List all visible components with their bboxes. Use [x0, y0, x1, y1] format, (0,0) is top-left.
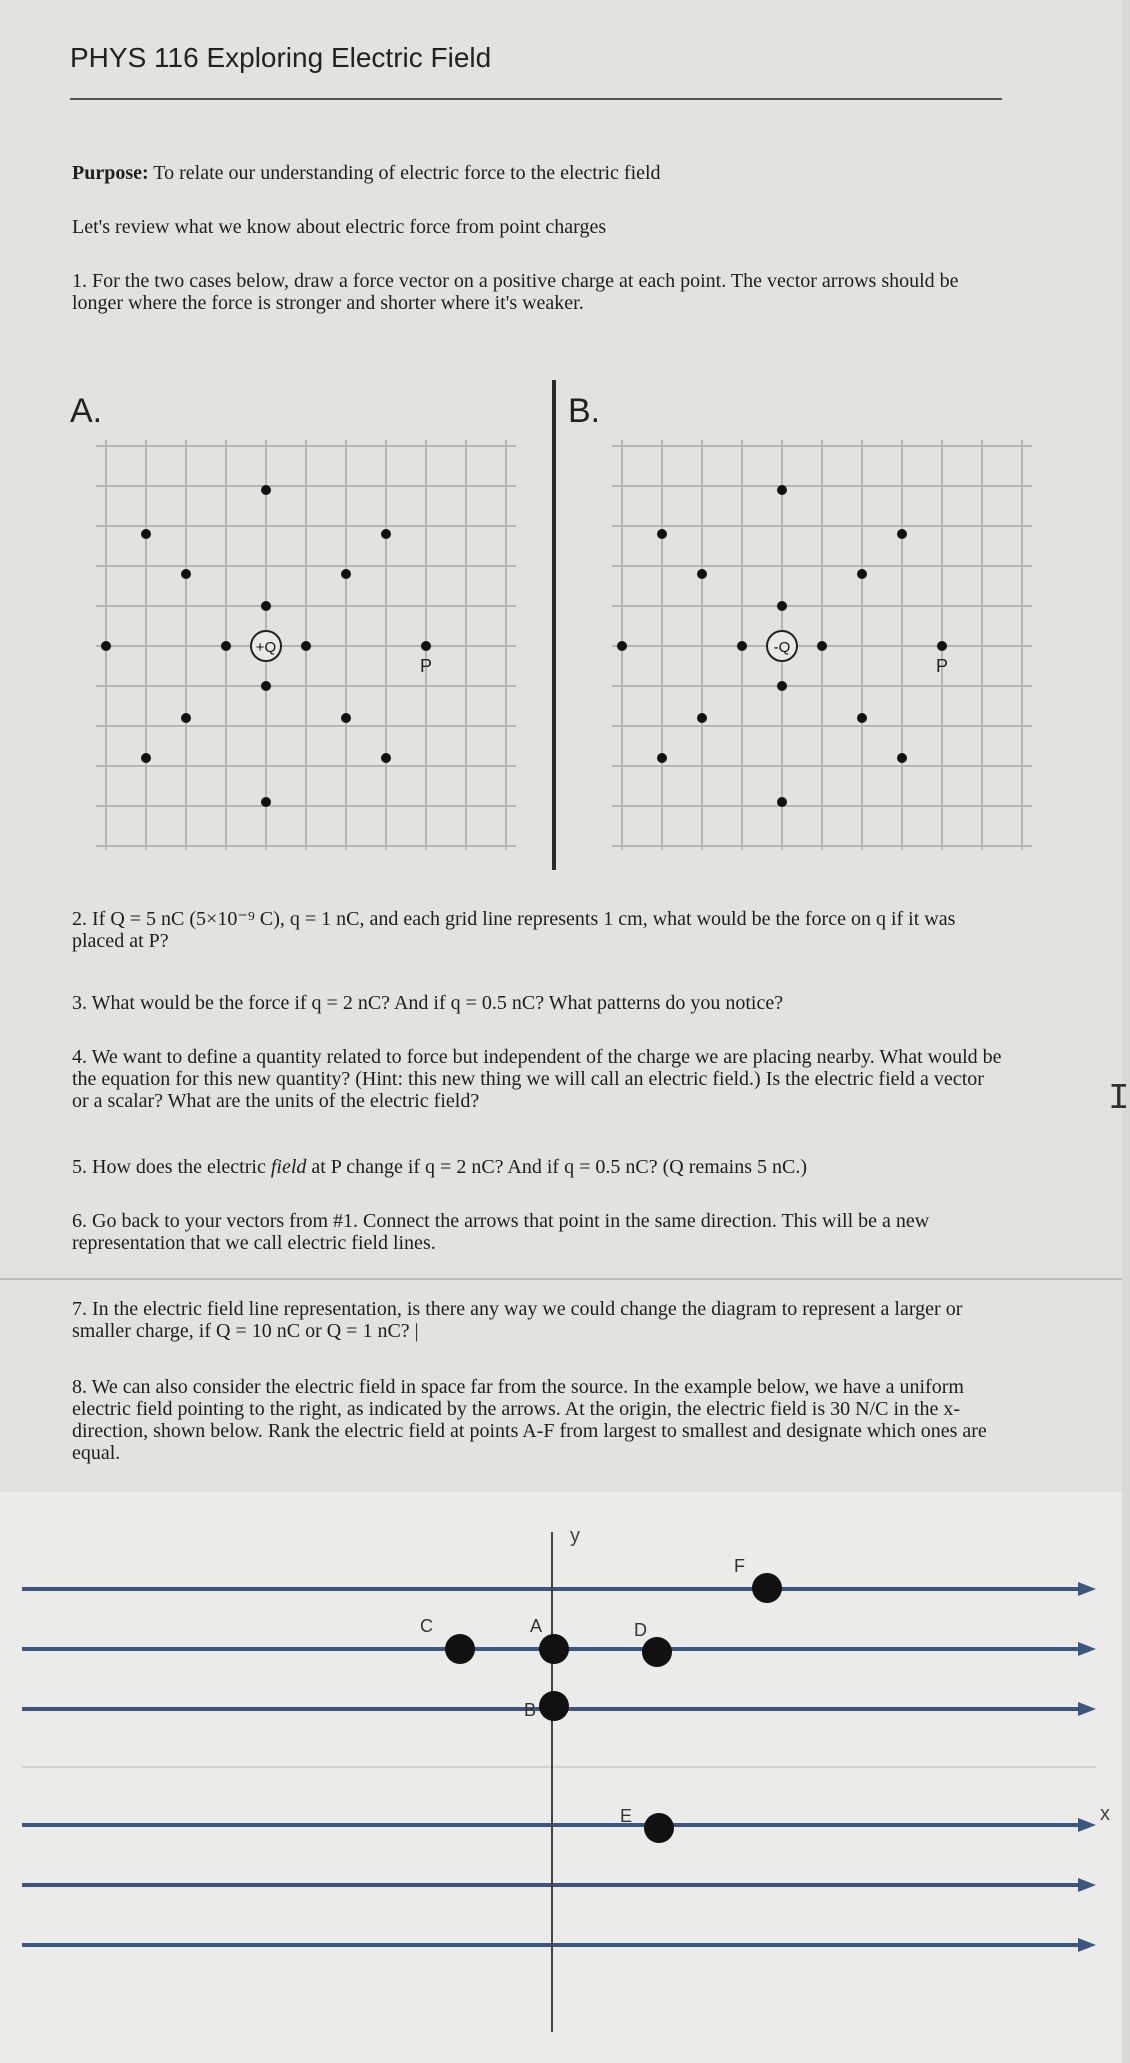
field-arrowhead: [1078, 1938, 1096, 1952]
x-axis-label: x: [1100, 1803, 1110, 1825]
question-2: 2. If Q = 5 nC (5×10⁻⁹ C), q = 1 nC, and each grid line represents 1 cm, what would be the force on q if it was placed at P?: [72, 908, 956, 952]
question-1: 1. For the two cases below, draw a force vector on a positive charge at each point. The vector arrows should be longer where the force is stronger and shorter where it's weaker.: [72, 270, 959, 314]
diagram-a-grid: [96, 440, 516, 850]
diagram-a-test-point: [341, 713, 351, 723]
diagram-b-test-point: [777, 681, 787, 691]
field-point-f: [752, 1573, 782, 1603]
diagram-a-test-point: [341, 569, 351, 579]
diagram-a-test-point: [381, 753, 391, 763]
diagram-b-test-point: [817, 641, 827, 651]
field-point-label-a: A: [530, 1616, 543, 1636]
field-arrowhead: [1078, 1702, 1096, 1716]
diagram-b-test-point: [697, 713, 707, 723]
field-point-label-f: F: [734, 1556, 745, 1576]
field-arrowhead: [1078, 1642, 1096, 1656]
uniform-field-diagram: [0, 1492, 1122, 2063]
diagram-b-test-point: [617, 641, 627, 651]
purpose-text: To relate our understanding of electric force to the electric field: [148, 162, 661, 184]
intro-text: Let's review what we know about electric force from point charges: [72, 216, 607, 238]
diagram-a-test-point: [381, 529, 391, 539]
q5-post: at P change if q = 2 nC? And if q = 0.5 nC? (Q remains 5 nC.): [306, 1156, 807, 1178]
diagram-a-point-p-label: P: [420, 656, 433, 676]
section-separator: [0, 1278, 1122, 1280]
diagram-a-test-point: [301, 641, 311, 651]
diagram-b-label: B.: [568, 392, 601, 430]
title-divider: [70, 98, 1002, 100]
y-axis-label: y: [570, 1525, 580, 1547]
field-point-label-b: B: [524, 1700, 537, 1720]
field-point-e: [644, 1813, 674, 1843]
field-point-b: [539, 1691, 569, 1721]
field-point-d: [642, 1637, 672, 1667]
field-point-a: [539, 1634, 569, 1664]
diagram-b-test-point: [857, 569, 867, 579]
question-7[interactable]: 7. In the electric field line representation, is there any way we could change the diagram to represent a larger or smaller charge, if Q = 10 nC or Q = 1 nC? |: [72, 1298, 963, 1342]
field-arrowhead: [1078, 1878, 1096, 1892]
question-5: [72, 1156, 1012, 1178]
question-4: 4. We want to define a quantity related to force but independent of the charge we are placing nearby. What would be the equation for this new quantity? (Hint: this new thing we will call an electric field.) Is the electric field a vector or a scalar? What are the units of the electric field?: [72, 1046, 1002, 1112]
field-arrowhead: [1078, 1582, 1096, 1596]
diagram-b-test-point: [897, 753, 907, 763]
diagram-b-test-point: [857, 713, 867, 723]
diagram-a-test-point: [261, 681, 271, 691]
field-arrowhead: [1078, 1818, 1096, 1832]
field-point-label-c: C: [420, 1616, 433, 1636]
diagram-b-charge-label: -Q: [773, 639, 791, 656]
diagram-a-test-point: [141, 753, 151, 763]
question-3: 3. What would be the force if q = 2 nC? And if q = 0.5 nC? What patterns do you notice?: [72, 992, 784, 1014]
diagram-b-test-point: [657, 753, 667, 763]
diagram-b-test-point: [777, 485, 787, 495]
diagram-a-test-point: [221, 641, 231, 651]
diagram-b-point-p: [937, 641, 947, 651]
diagram-b-point-p-label: P: [936, 656, 949, 676]
field-point-label-e: E: [620, 1806, 633, 1826]
diagram-a-point-p: [421, 641, 431, 651]
diagram-a-test-point: [181, 713, 191, 723]
diagram-a-test-point: [141, 529, 151, 539]
field-point-label-d: D: [634, 1620, 647, 1640]
q5-pre: 5. How does the electric: [72, 1156, 271, 1178]
diagram-a-charge-label: +Q: [255, 639, 277, 656]
question-6: 6. Go back to your vectors from #1. Connect the arrows that point in the same direction. This will be a new representation that we call electric field lines.: [72, 1210, 930, 1254]
q5-field-word: field: [270, 1156, 307, 1178]
diagram-a-label: A.: [70, 392, 103, 430]
diagram-a-test-point: [181, 569, 191, 579]
purpose-label: Purpose:: [72, 162, 149, 184]
field-point-c: [445, 1634, 475, 1664]
question-8: 8. We can also consider the electric field in space far from the source. In the example below, we have a uniform electric field pointing to the right, as indicated by the arrows. At the origin, the electric field is 30 N/C in the x-direction, shown below. Rank the electric field at points A-F from largest to smallest and designate which ones are equal.: [72, 1376, 987, 1464]
diagram-a-test-point: [261, 797, 271, 807]
diagram-b-test-point: [777, 601, 787, 611]
page-title: PHYS 116 Exploring Electric Field: [70, 42, 492, 73]
diagram-divider: [552, 380, 556, 870]
diagram-b-test-point: [737, 641, 747, 651]
diagram-a-test-point: [261, 601, 271, 611]
diagram-b-test-point: [777, 797, 787, 807]
diagram-a-test-point: [101, 641, 111, 651]
text-cursor-icon: I: [1108, 1078, 1130, 1119]
diagram-b-test-point: [697, 569, 707, 579]
purpose-line: [72, 162, 1012, 184]
diagram-b-grid: [612, 440, 1032, 850]
diagram-b-test-point: [897, 529, 907, 539]
diagram-b-test-point: [657, 529, 667, 539]
diagram-a-test-point: [261, 485, 271, 495]
